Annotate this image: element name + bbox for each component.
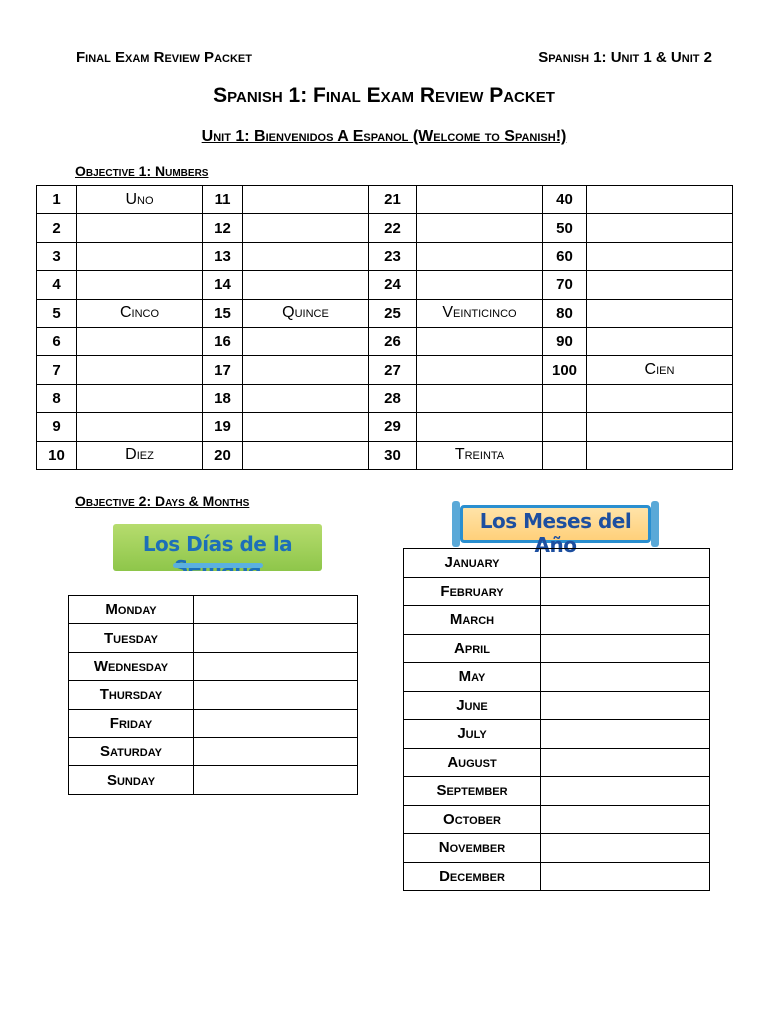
table-row	[69, 652, 358, 680]
table-row	[37, 441, 733, 469]
month-label: July	[404, 720, 541, 749]
number-cell: 80	[543, 299, 587, 327]
spanish-word-cell[interactable]	[243, 242, 369, 270]
number-cell: 16	[203, 327, 243, 355]
number-cell: 9	[37, 413, 77, 441]
table-row	[69, 596, 358, 624]
spanish-word-cell[interactable]	[417, 413, 543, 441]
month-label: January	[404, 549, 541, 578]
number-cell: 29	[369, 413, 417, 441]
month-label: October	[404, 805, 541, 834]
days-banner-image	[113, 524, 322, 571]
month-answer-cell[interactable]	[541, 691, 710, 720]
month-label: May	[404, 663, 541, 692]
spanish-word-cell[interactable]	[77, 384, 203, 412]
table-row	[404, 862, 710, 891]
table-row	[404, 805, 710, 834]
number-cell: 30	[369, 441, 417, 469]
number-cell	[543, 441, 587, 469]
table-row	[37, 299, 733, 327]
spanish-word-cell[interactable]	[417, 242, 543, 270]
table-row	[37, 413, 733, 441]
number-cell: 26	[369, 327, 417, 355]
month-answer-cell[interactable]	[541, 834, 710, 863]
spanish-word-cell[interactable]	[243, 441, 369, 469]
month-answer-cell[interactable]	[541, 606, 710, 635]
number-cell: 8	[37, 384, 77, 412]
spanish-word-cell[interactable]	[243, 356, 369, 384]
spanish-word-cell[interactable]	[587, 384, 733, 412]
table-row	[69, 681, 358, 709]
table-row	[37, 214, 733, 242]
table-row	[37, 356, 733, 384]
table-row	[37, 271, 733, 299]
number-cell: 18	[203, 384, 243, 412]
banner-post-right	[651, 501, 659, 547]
number-cell: 11	[203, 186, 243, 214]
months-banner-image	[452, 501, 659, 557]
spanish-word-cell[interactable]: Uno	[77, 186, 203, 214]
month-answer-cell[interactable]	[541, 748, 710, 777]
number-cell: 4	[37, 271, 77, 299]
banner-post-left	[452, 501, 460, 547]
table-row	[37, 186, 733, 214]
table-row	[404, 606, 710, 635]
spanish-word-cell[interactable]	[77, 214, 203, 242]
table-row	[404, 777, 710, 806]
number-cell: 28	[369, 384, 417, 412]
spanish-word-cell[interactable]	[243, 327, 369, 355]
number-cell: 50	[543, 214, 587, 242]
number-cell: 1	[37, 186, 77, 214]
table-row	[37, 384, 733, 412]
day-answer-cell[interactable]	[194, 681, 358, 709]
months-banner-text: Los Meses del Año	[479, 509, 632, 557]
month-answer-cell[interactable]	[541, 805, 710, 834]
spanish-word-cell[interactable]	[587, 327, 733, 355]
spanish-word-cell[interactable]: Quince	[243, 299, 369, 327]
number-cell: 20	[203, 441, 243, 469]
spanish-word-cell[interactable]	[417, 214, 543, 242]
month-label: November	[404, 834, 541, 863]
spanish-word-cell[interactable]	[243, 384, 369, 412]
day-answer-cell[interactable]	[194, 737, 358, 765]
numbers-table	[36, 185, 733, 470]
unit-title-container	[0, 128, 768, 146]
number-cell: 27	[369, 356, 417, 384]
spanish-word-cell[interactable]	[587, 242, 733, 270]
spanish-word-cell[interactable]: Cien	[587, 356, 733, 384]
month-answer-cell[interactable]	[541, 720, 710, 749]
day-label: Friday	[69, 709, 194, 737]
number-cell: 40	[543, 186, 587, 214]
day-answer-cell[interactable]	[194, 596, 358, 624]
number-cell	[543, 413, 587, 441]
spanish-word-cell[interactable]	[243, 186, 369, 214]
spanish-word-cell[interactable]	[77, 327, 203, 355]
day-label: Sunday	[69, 766, 194, 794]
month-answer-cell[interactable]	[541, 634, 710, 663]
day-label: Thursday	[69, 681, 194, 709]
table-row	[404, 549, 710, 578]
spanish-word-cell[interactable]	[77, 271, 203, 299]
table-row	[404, 577, 710, 606]
table-row	[404, 748, 710, 777]
days-banner-text: Los Días de la	[142, 532, 293, 556]
spanish-word-cell[interactable]	[243, 214, 369, 242]
spanish-word-cell[interactable]	[417, 271, 543, 299]
number-cell	[543, 384, 587, 412]
number-cell: 19	[203, 413, 243, 441]
table-row	[69, 624, 358, 652]
table-row	[404, 834, 710, 863]
number-cell: 24	[369, 271, 417, 299]
number-cell: 12	[203, 214, 243, 242]
spanish-word-cell[interactable]	[587, 413, 733, 441]
number-cell: 23	[369, 242, 417, 270]
table-row	[404, 720, 710, 749]
day-answer-cell[interactable]	[194, 766, 358, 794]
spanish-word-cell[interactable]	[417, 186, 543, 214]
day-answer-cell[interactable]	[194, 624, 358, 652]
spanish-word-cell[interactable]: Diez	[77, 441, 203, 469]
table-row	[404, 691, 710, 720]
month-label: April	[404, 634, 541, 663]
spanish-word-cell[interactable]: Veinticinco	[417, 299, 543, 327]
spanish-word-cell[interactable]	[417, 356, 543, 384]
wave-decoration	[173, 563, 263, 568]
table-row	[404, 634, 710, 663]
table-row	[37, 242, 733, 270]
spanish-word-cell[interactable]: Cinco	[77, 299, 203, 327]
month-answer-cell[interactable]	[541, 777, 710, 806]
month-label: August	[404, 748, 541, 777]
spanish-word-cell[interactable]	[77, 413, 203, 441]
number-cell: 60	[543, 242, 587, 270]
spanish-word-cell[interactable]	[243, 271, 369, 299]
objective-1-heading: Objective 1: Numbers	[75, 163, 209, 179]
objective-2-heading: Objective 2: Days & Months	[75, 493, 250, 509]
day-answer-cell[interactable]	[194, 652, 358, 680]
spanish-word-cell[interactable]	[243, 413, 369, 441]
number-cell: 14	[203, 271, 243, 299]
month-label: December	[404, 862, 541, 891]
number-cell: 22	[369, 214, 417, 242]
table-row	[69, 737, 358, 765]
month-label: March	[404, 606, 541, 635]
spanish-word-cell[interactable]	[77, 356, 203, 384]
number-cell: 6	[37, 327, 77, 355]
number-cell: 25	[369, 299, 417, 327]
spanish-word-cell[interactable]	[417, 327, 543, 355]
month-answer-cell[interactable]	[541, 577, 710, 606]
spanish-word-cell[interactable]	[417, 384, 543, 412]
day-answer-cell[interactable]	[194, 709, 358, 737]
table-row	[69, 766, 358, 794]
number-cell: 5	[37, 299, 77, 327]
header-right: Spanish 1: Unit 1 & Unit 2	[538, 49, 712, 66]
table-row	[37, 327, 733, 355]
header-left: Final Exam Review Packet	[76, 49, 252, 66]
number-cell: 13	[203, 242, 243, 270]
spanish-word-cell[interactable]	[587, 214, 733, 242]
spanish-word-cell[interactable]	[587, 271, 733, 299]
day-label: Tuesday	[69, 624, 194, 652]
spanish-word-cell[interactable]	[77, 242, 203, 270]
spanish-word-cell[interactable]	[587, 441, 733, 469]
number-cell: 90	[543, 327, 587, 355]
number-cell: 100	[543, 356, 587, 384]
number-cell: 10	[37, 441, 77, 469]
day-label: Monday	[69, 596, 194, 624]
month-answer-cell[interactable]	[541, 549, 710, 578]
number-cell: 3	[37, 242, 77, 270]
months-table	[403, 548, 710, 891]
page-title: Spanish 1: Final Exam Review Packet	[213, 84, 555, 107]
number-cell: 2	[37, 214, 77, 242]
month-answer-cell[interactable]	[541, 862, 710, 891]
unit-title: Unit 1: Bienvenidos A Espanol (Welcome to Spanish!)	[201, 128, 567, 145]
table-row	[404, 663, 710, 692]
days-table	[68, 595, 358, 795]
number-cell: 21	[369, 186, 417, 214]
spanish-word-cell[interactable]	[587, 186, 733, 214]
month-label: September	[404, 777, 541, 806]
month-answer-cell[interactable]	[541, 663, 710, 692]
number-cell: 17	[203, 356, 243, 384]
number-cell: 15	[203, 299, 243, 327]
day-label: Saturday	[69, 737, 194, 765]
number-cell: 70	[543, 271, 587, 299]
month-label: June	[404, 691, 541, 720]
month-label: February	[404, 577, 541, 606]
number-cell: 7	[37, 356, 77, 384]
table-row	[69, 709, 358, 737]
day-label: Wednesday	[69, 652, 194, 680]
spanish-word-cell[interactable]	[587, 299, 733, 327]
spanish-word-cell[interactable]: Treinta	[417, 441, 543, 469]
